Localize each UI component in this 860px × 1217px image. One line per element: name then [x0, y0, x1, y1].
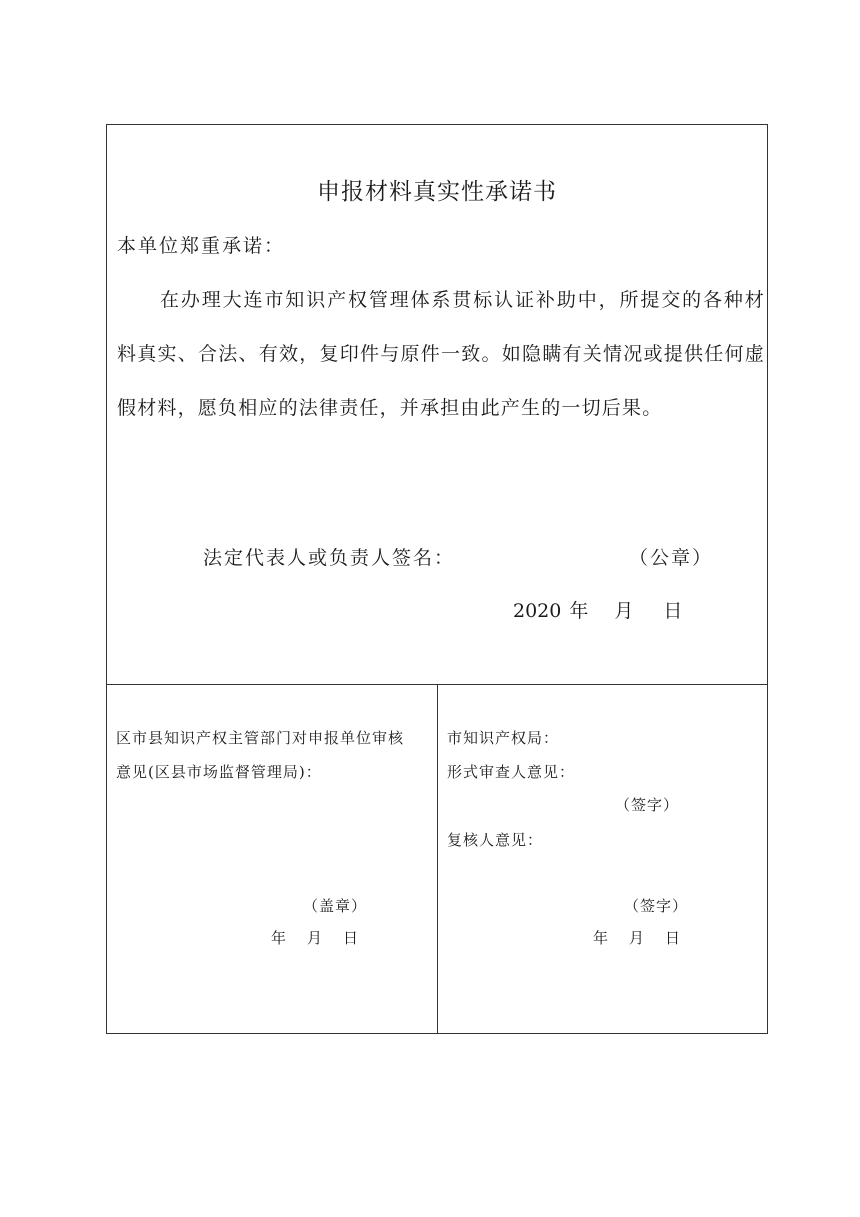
commitment-body: 在办理大连市知识产权管理体系贯标认证补助中，所提交的各种材料真实、合法、有效，复印件与原件一致。如隐瞒有关情况或提供任何虚假材料，愿负相应的法律责任，并承担由此产生的一切后果。 [117, 289, 765, 419]
date-day-label: 日 [665, 929, 682, 947]
formal-reviewer-signature-label: （签字） [615, 796, 680, 814]
rechecker-label: 复核人意见： [447, 831, 544, 849]
city-review-heading: 市知识产权局： [447, 729, 560, 747]
city-review-cell [438, 685, 767, 1033]
commitment-intro: 本单位郑重承诺： [117, 235, 286, 257]
date-month-label: 月 [629, 929, 646, 947]
commitment-form [106, 124, 768, 1034]
district-review-date [271, 927, 359, 948]
date-year-value: 2020 [513, 600, 562, 622]
date-day-label: 日 [343, 929, 360, 947]
date-month-label: 月 [614, 600, 634, 622]
district-review-heading-line2: 意见(区县市场监督管理局)： [116, 763, 322, 781]
signature-label: 法定代表人或负责人签名： [203, 547, 456, 569]
district-stamp-label: （盖章） [303, 897, 368, 915]
official-seal-label: （公章） [629, 547, 714, 569]
date-year-label: 年 [569, 600, 589, 622]
commitment-section [107, 125, 767, 685]
formal-reviewer-label: 形式审查人意见： [447, 763, 576, 781]
date-day-label: 日 [663, 600, 683, 622]
district-review-heading-line1: 区市县知识产权主管部门对申报单位审核 [116, 729, 405, 747]
city-review-date [593, 927, 681, 948]
date-year-label: 年 [593, 929, 610, 947]
rechecker-signature-label: （签字） [624, 897, 689, 915]
commitment-date [513, 596, 682, 623]
date-year-label: 年 [271, 929, 288, 947]
document-title: 申报材料真实性承诺书 [317, 179, 557, 205]
date-month-label: 月 [307, 929, 324, 947]
district-review-cell [107, 685, 438, 1033]
